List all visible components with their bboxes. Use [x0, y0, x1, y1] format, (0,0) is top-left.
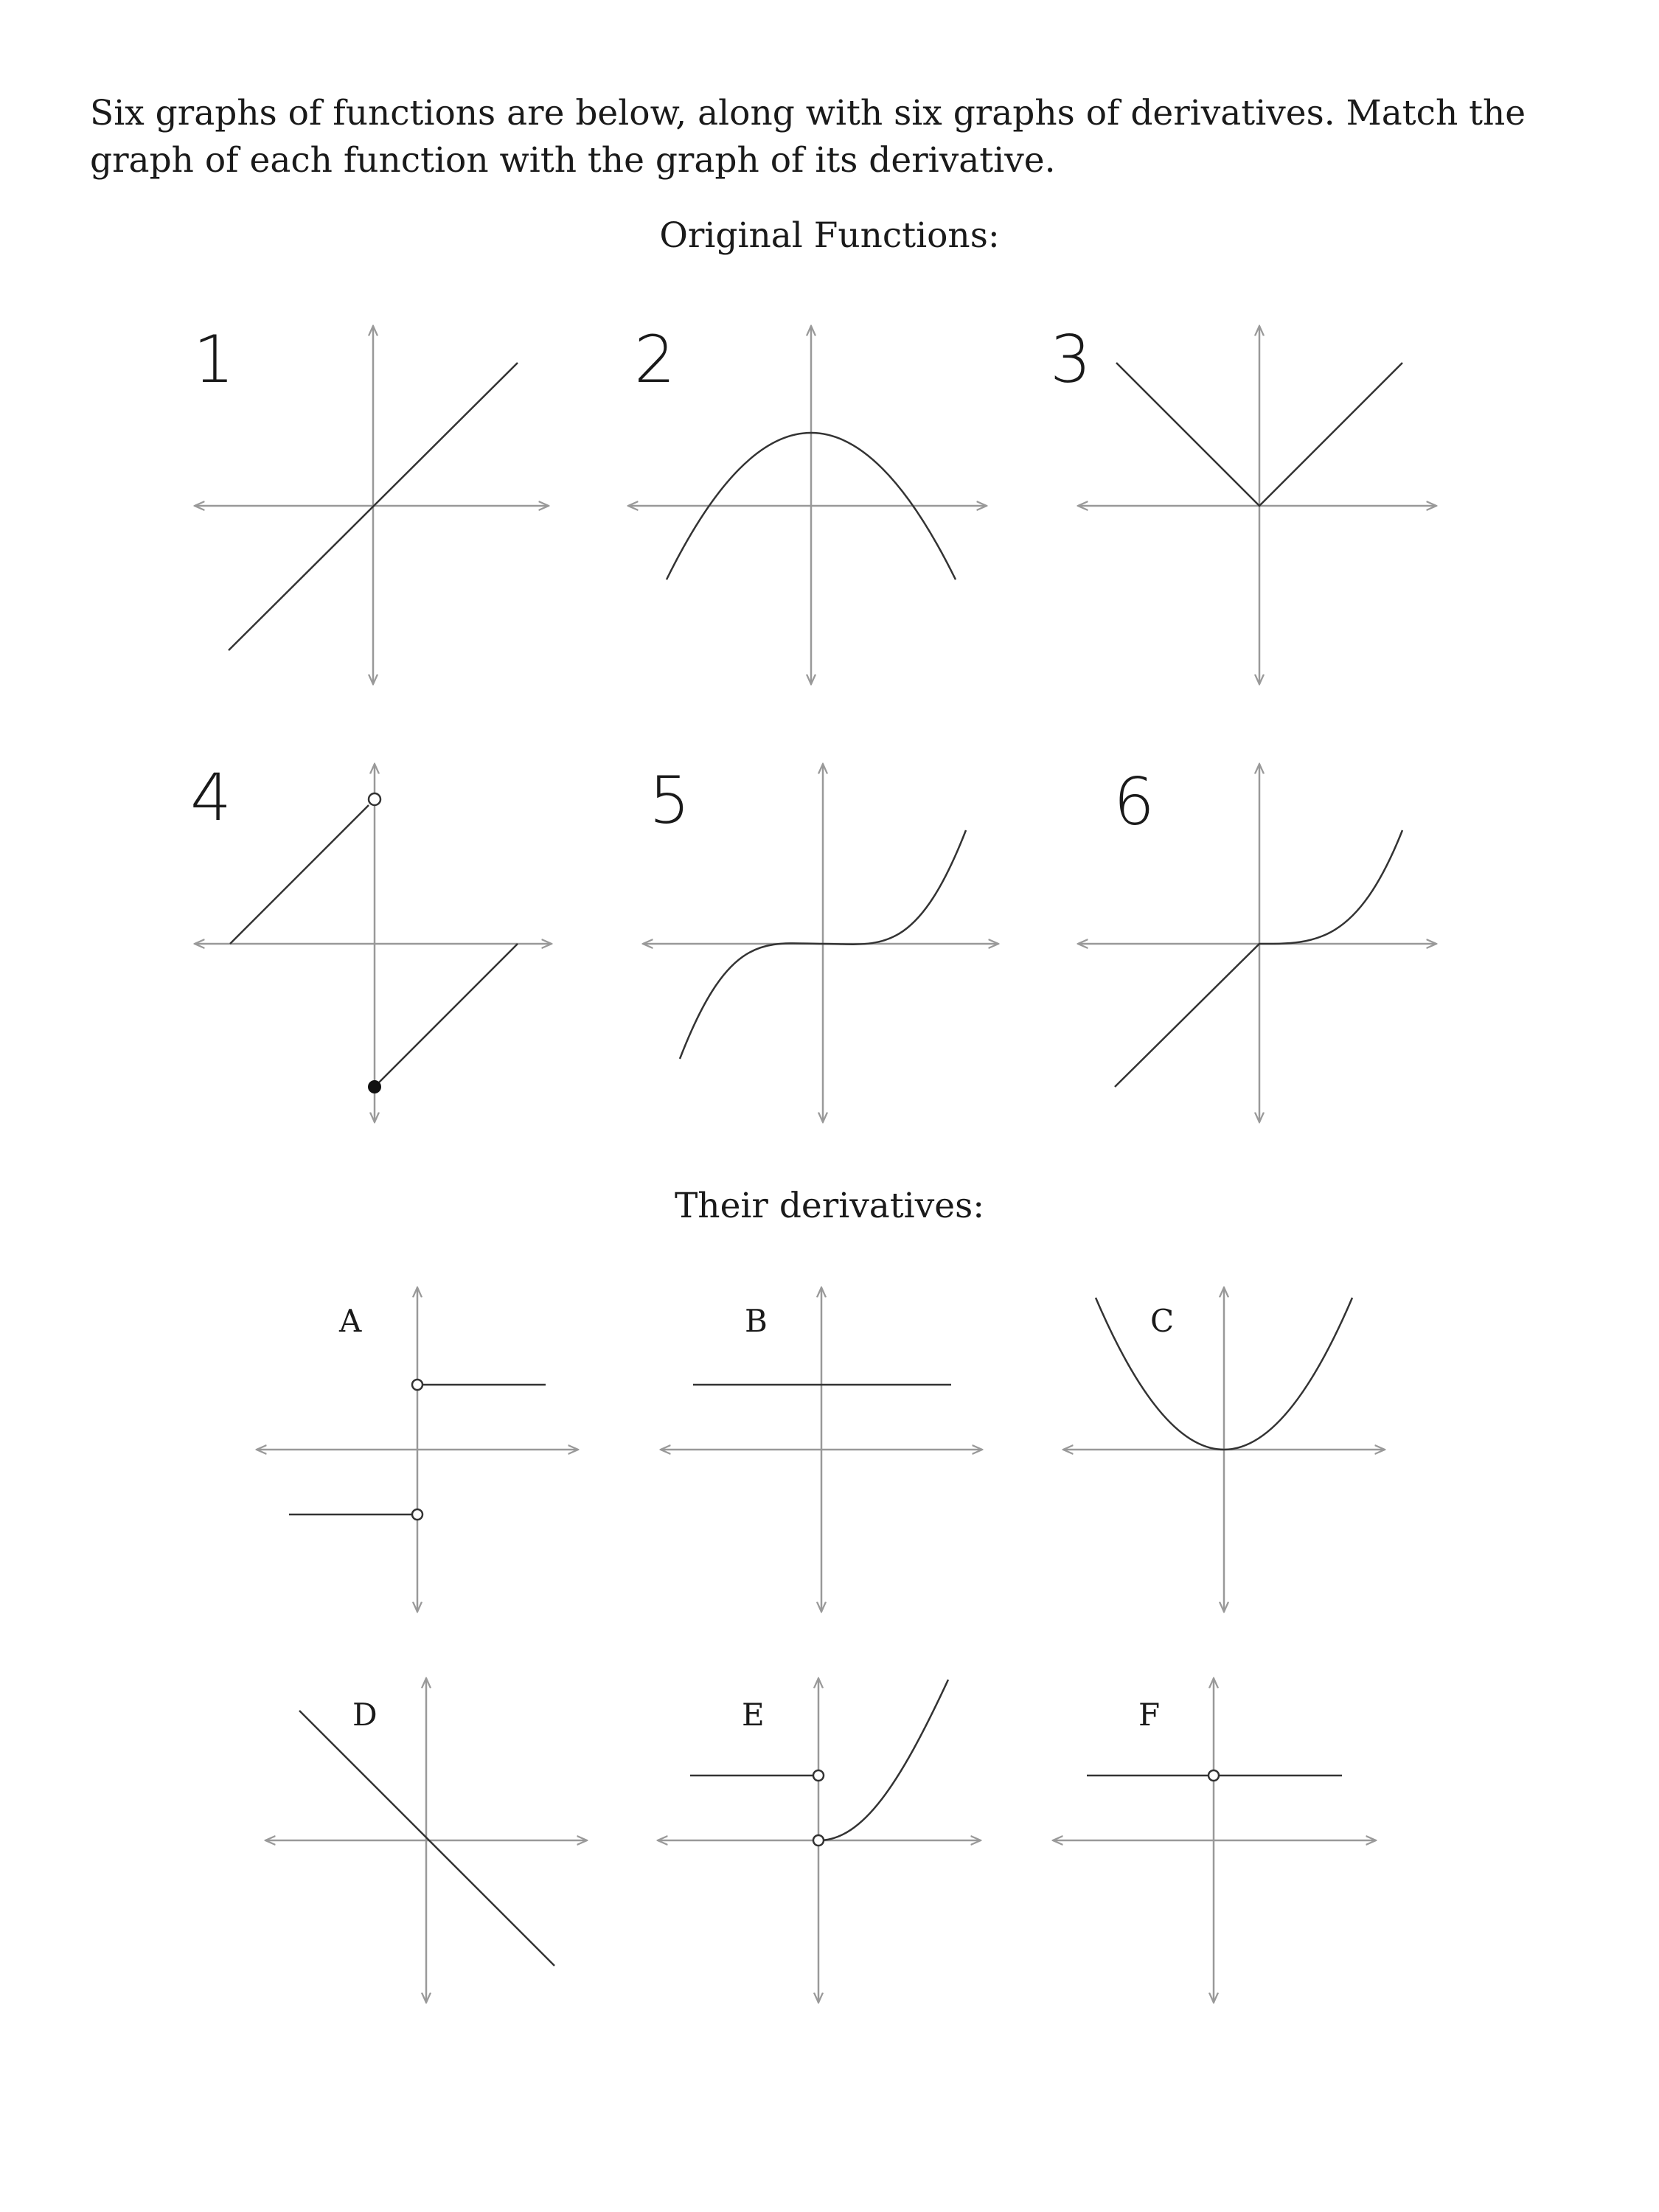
graph-label-f: F	[1138, 1697, 1161, 1733]
graph-label-d: D	[352, 1697, 378, 1733]
axes	[661, 1287, 982, 1612]
derivative-graph-c	[1063, 1287, 1385, 1612]
open-endpoint	[813, 1770, 824, 1781]
graph-label-1: 1	[193, 321, 234, 397]
axes	[265, 1678, 587, 2003]
graph-label-2: 2	[634, 321, 675, 397]
open-endpoint	[412, 1380, 422, 1390]
function-graph-1	[193, 321, 549, 684]
function-graph-3	[1050, 321, 1436, 684]
open-endpoint	[1208, 1770, 1219, 1781]
graph-label-a: A	[339, 1303, 362, 1339]
open-endpoint	[412, 1509, 422, 1520]
axes	[195, 764, 552, 1122]
derivative-graph-b	[661, 1287, 982, 1612]
closed-endpoint	[369, 1081, 380, 1093]
graph-label-6: 6	[1113, 764, 1155, 840]
axes	[628, 326, 987, 684]
function-graph-5	[643, 762, 998, 1122]
derivative-graph-e	[658, 1678, 981, 2003]
derivative-graph-d	[265, 1678, 587, 2003]
graph-label-c: C	[1150, 1303, 1175, 1339]
axes	[1078, 326, 1436, 684]
original-functions-heading: Original Functions:	[659, 215, 1000, 256]
graph-label-b: B	[745, 1303, 768, 1339]
graph-label-3: 3	[1050, 321, 1091, 397]
function-graph-2	[628, 321, 987, 684]
graph-label-4: 4	[190, 759, 232, 835]
axes	[1053, 1678, 1376, 2003]
graph-label-e: E	[742, 1697, 765, 1733]
function-graph-4	[190, 759, 552, 1122]
derivative-graph-f	[1053, 1678, 1376, 2003]
function-graph-6	[1078, 764, 1436, 1122]
derivatives-heading: Their derivatives:	[674, 1186, 985, 1226]
graph-label-5: 5	[649, 762, 690, 838]
axes	[257, 1287, 578, 1612]
function-curve-left-segment	[230, 805, 369, 944]
instructions-text: Six graphs of functions are below, along with six graphs of derivatives. Match the graph of each function with the graph of its derivative.	[90, 93, 1526, 181]
derivative-graph-a	[257, 1287, 578, 1612]
open-endpoint	[369, 793, 380, 805]
derivative-curve-right	[818, 1680, 948, 1840]
function-curve-right-segment	[375, 944, 518, 1087]
open-endpoint	[813, 1835, 824, 1846]
